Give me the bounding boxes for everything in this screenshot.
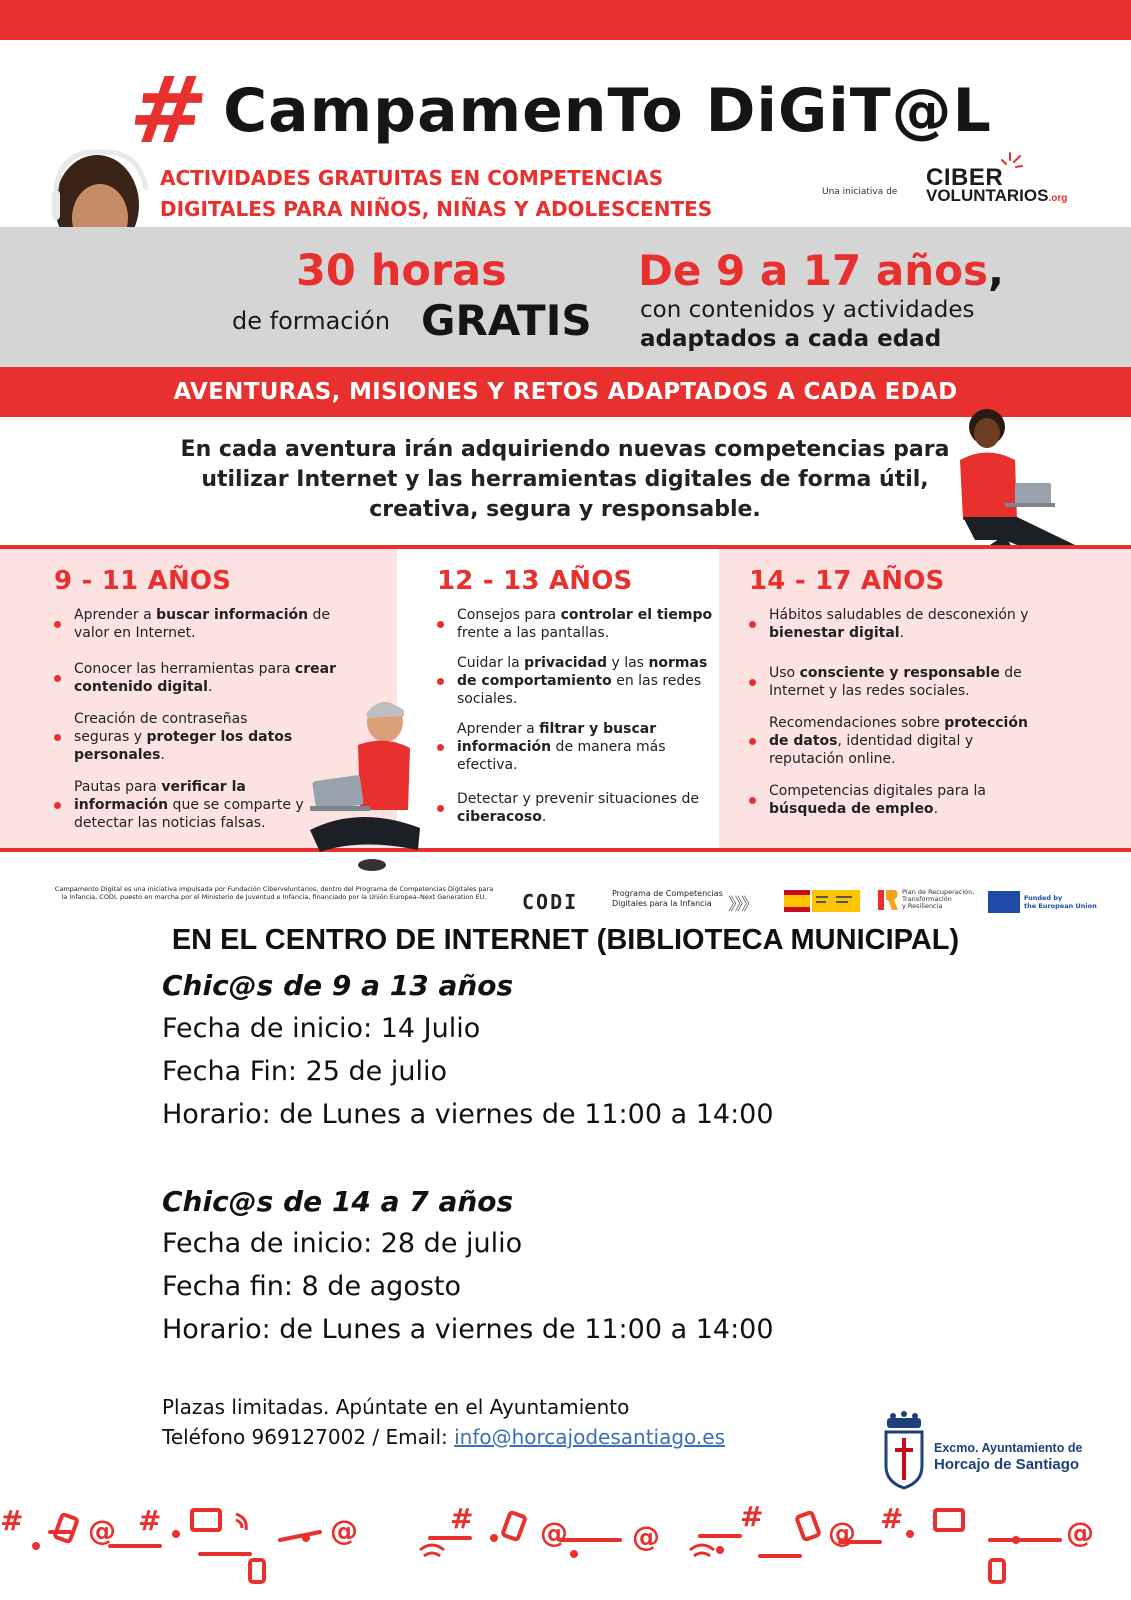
codi-subtitle: [612, 889, 723, 909]
item-text: de manera más efectiva.: [457, 739, 666, 773]
intro-text: En cada aventura irán adquiriendo nuevas competencias para utilizar Internet y las herramientas digitales de forma útil, creativa, segura y responsable.: [180, 437, 950, 522]
recovery-plan-text: [902, 889, 974, 910]
item-bold: ciberacoso: [457, 809, 542, 825]
list-item: [54, 660, 354, 696]
item-bold: controlar el tiempo: [560, 607, 713, 623]
boy-with-laptop-image: [300, 700, 435, 880]
town-hall-line-2: Horcajo de Santiago: [934, 1456, 1080, 1473]
session-start-date: Fecha de inicio: 28 de julio: [162, 1228, 523, 1259]
svg-text:@: @: [330, 1514, 358, 1547]
item-text: .: [207, 679, 213, 695]
spain-government-logo: [784, 890, 860, 912]
location-heading: EN EL CENTRO DE INTERNET (BIBLIOTECA MUNICIPAL): [171, 924, 960, 956]
item-bold: filtrar y buscar información: [457, 721, 657, 755]
ages-comma: ,: [987, 246, 1004, 295]
item-bold: protección de datos: [769, 715, 1028, 749]
codi-logo: CODI: [522, 890, 579, 914]
subtitle-line-1: ACTIVIDADES GRATUITAS EN COMPETENCIAS: [160, 166, 664, 190]
contact-line: [162, 1425, 725, 1449]
section-top-line: [0, 545, 1131, 549]
hash-symbol: #: [124, 57, 213, 164]
sponsor-note: Campamento Digital es una iniciativa impulsada por Fundación Ciberveluntarios, dentro del Programa de Competencias Digitales para la Infancia, CODI, puesto en marcha por el Ministerio de Juventud e Infancia, financiado por la Unión Europea–Next Generation EU.: [54, 885, 494, 901]
prtr-line-2: Transformación: [902, 895, 952, 903]
codi-sub-line-1: Programa de Competencias: [612, 889, 723, 898]
age-group-12-13: [437, 566, 717, 838]
phone-text: Teléfono 969127002 / Email:: [162, 1425, 455, 1449]
item-text: .: [160, 747, 165, 763]
item-text: Consejos para: [457, 607, 561, 623]
content-line-2: adaptados a cada edad: [640, 326, 942, 352]
session-schedule: Horario: de Lunes a viernes de 11:00 a 14:00: [162, 1099, 774, 1130]
item-text: Recomendaciones sobre: [769, 715, 945, 731]
session-start-date: Fecha de inicio: 14 Julio: [162, 1013, 481, 1044]
voluntarios-logo-text: [926, 186, 1067, 206]
eu-line-1: Funded by: [1024, 894, 1063, 902]
item-text: de valor en Internet.: [74, 607, 331, 641]
list-item: [437, 654, 717, 708]
svg-text:@: @: [540, 1516, 568, 1549]
item-text: .: [933, 801, 939, 817]
email-link[interactable]: info@horcajodesantiago.es: [454, 1425, 726, 1449]
item-bold: normas de comportamiento: [457, 655, 708, 689]
item-text: .: [899, 625, 905, 641]
recovery-plan-logo: [876, 888, 900, 912]
item-text: en las redes sociales.: [457, 673, 702, 707]
town-crest-icon: [883, 1410, 925, 1490]
item-bold: bienestar digital: [769, 625, 900, 641]
item-text: Pautas para: [74, 779, 162, 795]
item-text: Hábitos saludables de desconexión y: [769, 607, 1029, 623]
ages-range: [638, 246, 1004, 295]
gratis-label: GRATIS: [421, 296, 592, 345]
decorative-icon-pattern: [0, 1500, 1131, 1600]
session-title-14-17: Chic@s de 14 a 7 años: [162, 1185, 514, 1218]
top-red-bar: [0, 0, 1131, 40]
section-bottom-line: [0, 848, 1131, 852]
initiative-label: Una iniciativa de: [822, 187, 898, 197]
item-text: frente a las pantallas.: [457, 625, 610, 641]
item-text: Aprender a: [457, 721, 540, 737]
item-text: , identidad digital y reputación online.: [769, 733, 974, 767]
item-text: Cuidar la: [457, 655, 525, 671]
eu-funded-text: [1024, 894, 1097, 910]
limited-places-text: Plazas limitadas. Apúntate en el Ayuntamiento: [162, 1395, 630, 1419]
item-bold: crear contenido digital: [74, 661, 336, 695]
item-text: y las: [607, 655, 649, 671]
item-text: .: [541, 809, 547, 825]
list-item: [437, 790, 717, 826]
list-item: [437, 720, 717, 774]
org-suffix: .org: [1048, 193, 1068, 204]
prtr-line-1: Plan de Recuperación,: [902, 888, 975, 896]
page-title: [124, 57, 1010, 164]
item-bold: verificar la información: [74, 779, 246, 813]
svg-text:#: #: [0, 1504, 24, 1537]
item-text: Uso: [769, 665, 800, 681]
initiative-logo: [822, 150, 1082, 220]
item-bold: búsqueda de empleo: [769, 801, 934, 817]
svg-text:@: @: [828, 1516, 856, 1549]
list-item: [749, 664, 1049, 700]
ages-text: De 9 a 17 años: [638, 246, 988, 295]
item-bold: proteger los datos personales: [74, 729, 293, 763]
session-end-date: Fecha Fin: 25 de julio: [162, 1056, 448, 1087]
subtitle-line-2: DIGITALES PARA NIÑOS, NIÑAS Y ADOLESCENTES: [160, 197, 713, 221]
age-group-title: 9 - 11 AÑOS: [54, 566, 232, 596]
svg-text:@: @: [88, 1514, 116, 1547]
list-item: [749, 606, 1049, 642]
adventures-banner-text: AVENTURAS, MISIONES Y RETOS ADAPTADOS A CADA EDAD: [173, 379, 958, 405]
item-text: de Internet y las redes sociales.: [769, 665, 1022, 699]
subtitle: [160, 163, 800, 225]
svg-text:@: @: [632, 1520, 660, 1553]
item-text: que se comparte y detectar las noticias falsas.: [74, 797, 304, 831]
item-bold: privacidad: [524, 655, 608, 671]
eu-flag-icon: [988, 891, 1020, 913]
ciber-logo-text: CIBER: [926, 164, 1004, 191]
age-group-title: 14 - 17 AÑOS: [749, 566, 945, 596]
item-text: Aprender a: [74, 607, 157, 623]
session-schedule: Horario: de Lunes a viernes de 11:00 a 14:00: [162, 1314, 774, 1345]
svg-text:#: #: [450, 1502, 474, 1535]
item-text: Creación de contraseñas seguras y: [74, 711, 248, 745]
age-group-title: 12 - 13 AÑOS: [437, 566, 633, 596]
item-text: Competencias digitales para la: [769, 783, 986, 799]
hours-value: 30 horas: [296, 246, 507, 296]
town-hall-line-1: Excmo. Ayuntamiento de: [934, 1441, 1083, 1455]
formacion-label: de formación: [232, 307, 391, 335]
prtr-line-3: y Resiliencia: [902, 902, 943, 910]
svg-text:#: #: [740, 1500, 764, 1533]
item-text: Detectar y prevenir situaciones de: [457, 791, 700, 807]
codi-sub-line-2: Digitales para la Infancia: [612, 899, 712, 908]
list-item: [54, 778, 304, 832]
item-bold: consciente y responsable: [799, 665, 1000, 681]
chevrons-icon: 》》》: [728, 895, 756, 915]
svg-text:#: #: [138, 1504, 162, 1537]
list-item: [54, 710, 304, 764]
list-item: [54, 606, 354, 642]
item-bold: buscar información: [156, 607, 309, 623]
age-group-14-17: [749, 566, 1049, 832]
session-end-date: Fecha fin: 8 de agosto: [162, 1271, 462, 1302]
session-title-9-13: Chic@s de 9 a 13 años: [162, 969, 514, 1002]
list-item: [749, 782, 1049, 818]
spark-icon: [1000, 150, 1024, 172]
list-item: [437, 606, 717, 642]
svg-text:#: #: [880, 1502, 904, 1535]
list-item: [749, 714, 1049, 768]
item-text: Conocer las herramientas para: [74, 661, 295, 677]
svg-text:@: @: [1066, 1516, 1094, 1549]
title-text: CampamenTo DiGiT@L: [223, 76, 992, 146]
eu-line-2: the European Union: [1024, 902, 1097, 910]
content-line-1: con contenidos y actividades: [640, 297, 975, 323]
voluntarios-word: VOLUNTARIOS: [926, 186, 1049, 205]
